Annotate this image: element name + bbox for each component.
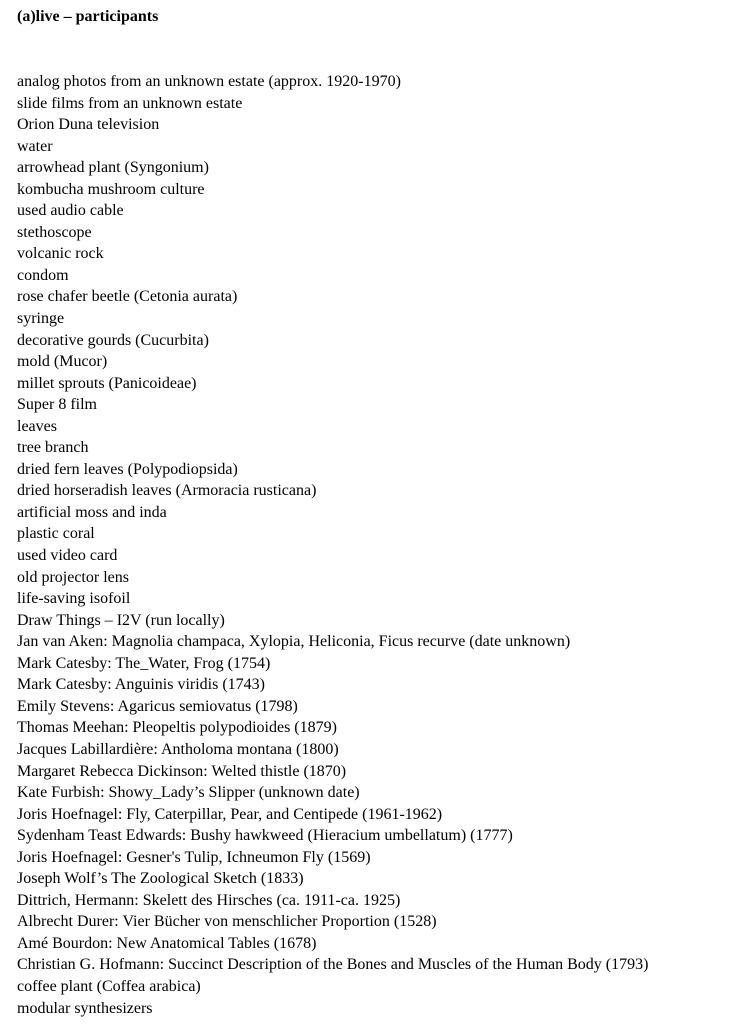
document-title: (a)live – participants [17,8,159,25]
list-item: kombucha mushroom culture [17,180,205,198]
list-item: Mark Catesby: Anguinis viridis (1743) [17,676,265,694]
list-item: Amé Bourdon: New Anatomical Tables (1678) [17,934,317,952]
list-item: Sydenham Teast Edwards: Bushy hawkweed (Hieracium umbellatum) (1777) [17,827,513,845]
list-item: leaves [17,417,57,435]
list-item: Thomas Meehan: Pleopeltis polypodioides (1879) [17,719,337,737]
list-item: dried fern leaves (Polypodiopsida) [17,460,238,478]
list-item: volcanic rock [17,245,104,263]
list-item: Draw Things – I2V (run locally) [17,611,225,629]
list-item: analog photos from an unknown estate (approx. 1920-1970) [17,73,401,90]
list-item: Jan van Aken: Magnolia champaca, Xylopia, Heliconia, Ficus recurve (date unknown) [17,633,571,651]
list-item: millet sprouts (Panicoideae) [17,374,197,392]
list-item: rose chafer beetle (Cetonia aurata) [17,288,238,306]
list-item: used video card [17,547,118,565]
list-item: dried horseradish leaves (Armoracia rusticana) [17,482,317,500]
list-item: syringe [17,310,65,328]
list-item: Margaret Rebecca Dickinson: Welted thistle (1870) [17,762,347,780]
participants-list [17,71,648,1019]
list-item: Joris Hoefnagel: Gesner's Tulip, Ichneumon Fly (1569) [17,848,371,866]
list-item: Albrecht Durer: Vier Bücher von menschlicher Proportion (1528) [17,913,437,931]
list-item: Kate Furbish: Showy_Lady’s Slipper (unknown date) [17,784,360,802]
list-item: mold (Mucor) [17,353,108,371]
list-item: Orion Duna television [17,116,160,134]
list-item: water [17,137,53,155]
list-item: Mark Catesby: The_Water, Frog (1754) [17,654,271,672]
list-item: modular synthesizers [17,999,153,1017]
list-item: used audio cable [17,202,124,220]
list-item: arrowhead plant (Syngonium) [17,159,209,177]
list-item: old projector lens [17,568,129,586]
list-item: coffee plant (Coffea arabica) [17,977,201,995]
list-item: Dittrich, Hermann: Skelett des Hirsches (ca. 1911-ca. 1925) [17,891,401,909]
list-item: Christian G. Hofmann: Succinct Description of the Bones and Muscles of the Human Body (1793) [17,956,649,974]
list-item: plastic coral [17,525,95,543]
list-item: life-saving isofoil [17,590,131,608]
list-item: Super 8 film [17,396,97,414]
list-item: slide films from an unknown estate [17,94,243,112]
list-item: Jacques Labillardière: Antholoma montana (1800) [17,740,339,758]
list-item: condom [17,266,69,284]
list-item: Joseph Wolf’s The Zoological Sketch (1833) [17,870,304,888]
list-item: Joris Hoefnagel: Fly, Caterpillar, Pear, and Centipede (1961-1962) [17,805,443,823]
list-item: artificial moss and inda [17,503,167,521]
list-item: Emily Stevens: Agaricus semiovatus (1798) [17,697,298,715]
list-item: stethoscope [17,223,92,241]
list-item: decorative gourds (Cucurbita) [17,331,209,349]
list-item: tree branch [17,439,89,457]
